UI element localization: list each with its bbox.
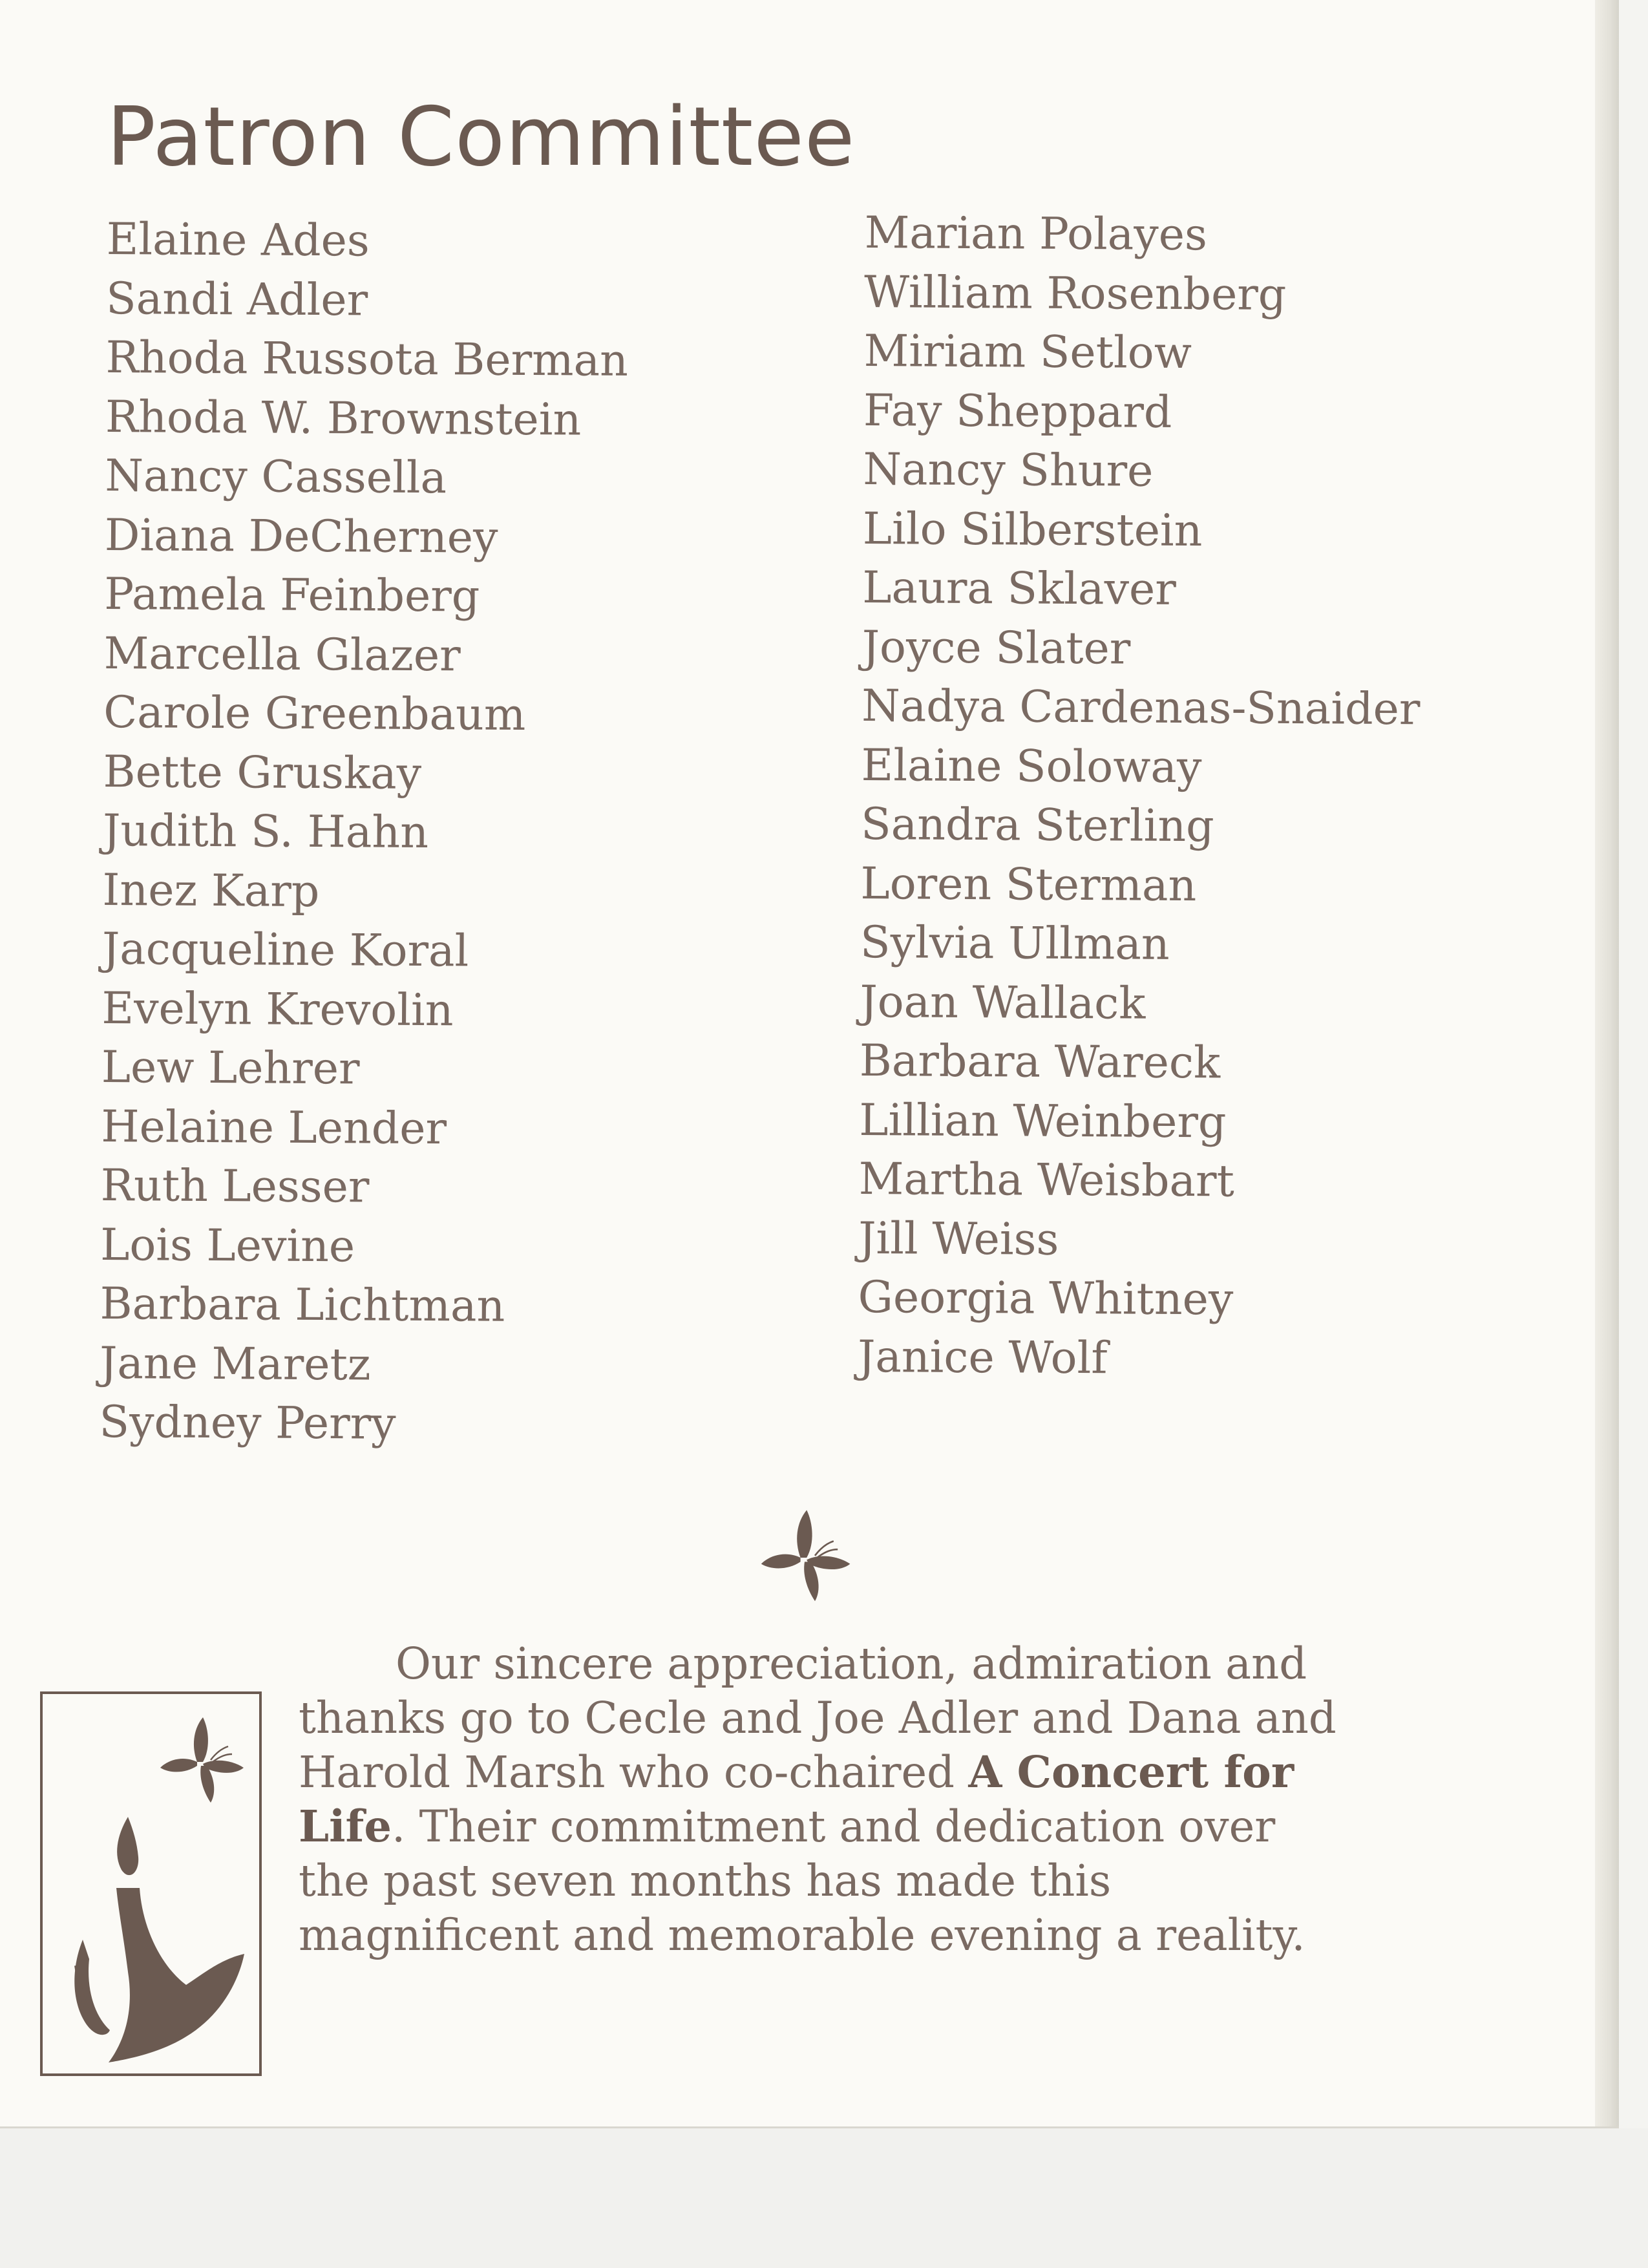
patron-name: Nadya Cardenas-Snaider bbox=[861, 680, 1421, 736]
patron-name: Barbara Wareck bbox=[859, 1035, 1221, 1089]
patron-name: Jill Weiss bbox=[858, 1213, 1059, 1266]
appreciation-text: . Their commitment and dedication over bbox=[392, 1801, 1276, 1852]
patron-name: Lillian Weinberg bbox=[859, 1094, 1227, 1148]
appreciation-line: Our sincere appreciation, admiration and bbox=[396, 1638, 1307, 1689]
patron-list-right bbox=[858, 204, 1423, 1390]
appreciation-line bbox=[299, 1799, 1527, 1854]
patron-name: Judith S. Hahn bbox=[102, 805, 429, 859]
patron-name: Lew Lehrer bbox=[101, 1041, 360, 1095]
patron-name: Joan Wallack bbox=[860, 976, 1146, 1030]
patron-name: Sylvia Ullman bbox=[860, 917, 1170, 970]
patron-name: William Rosenberg bbox=[863, 266, 1287, 321]
patron-name: Pamela Feinberg bbox=[104, 568, 480, 622]
patron-name: Lois Levine bbox=[100, 1219, 355, 1272]
patron-name: Jane Maretz bbox=[99, 1337, 371, 1391]
patron-name: Marian Polayes bbox=[864, 207, 1208, 261]
patron-name: Sandi Adler bbox=[105, 273, 368, 326]
patron-list-left bbox=[99, 210, 629, 1455]
butterfly-icon bbox=[753, 1506, 856, 1609]
patron-name: Lilo Silberstein bbox=[862, 503, 1203, 556]
patron-name: Jacqueline Koral bbox=[101, 923, 469, 977]
concert-title: Life bbox=[299, 1801, 392, 1852]
patron-name: Barbara Lichtman bbox=[100, 1278, 505, 1332]
patron-name: Elaine Ades bbox=[106, 213, 370, 267]
patron-name: Nancy Shure bbox=[863, 443, 1154, 497]
patron-name: Nancy Cassella bbox=[105, 450, 447, 504]
patron-name: Laura Sklaver bbox=[862, 562, 1177, 615]
concert-title: A Concert for bbox=[968, 1746, 1294, 1797]
patron-name: Carole Greenbaum bbox=[103, 686, 526, 741]
patron-name: Inez Karp bbox=[102, 864, 320, 917]
page-title: Patron Committee bbox=[107, 89, 856, 184]
patron-name: Diana DeCherney bbox=[104, 509, 498, 564]
butterfly-icon bbox=[153, 1713, 249, 1810]
page-spine-shadow bbox=[1595, 0, 1619, 2126]
patron-name: Bette Gruskay bbox=[103, 746, 422, 800]
appreciation-line: magnificent and memorable evening a reality. bbox=[299, 1910, 1305, 1960]
patron-name: Joyce Slater bbox=[861, 621, 1131, 675]
patron-name: Loren Sterman bbox=[860, 858, 1197, 911]
patron-name: Miriam Setlow bbox=[863, 325, 1192, 379]
patron-name: Rhoda W. Brownstein bbox=[105, 391, 582, 445]
patron-name: Evelyn Krevolin bbox=[101, 982, 454, 1036]
patron-name: Elaine Soloway bbox=[861, 739, 1202, 793]
patron-name: Fay Sheppard bbox=[863, 385, 1172, 438]
appreciation-line: thanks go to Cecle and Joe Adler and Dana and bbox=[299, 1693, 1336, 1743]
appreciation-line bbox=[299, 1745, 1527, 1799]
patron-name: Janice Wolf bbox=[857, 1331, 1108, 1384]
patron-name: Martha Weisbart bbox=[858, 1153, 1235, 1207]
patron-name: Rhoda Russota Berman bbox=[105, 332, 629, 387]
patron-name: Ruth Lesser bbox=[100, 1160, 370, 1213]
scan-margin bbox=[0, 2128, 1648, 2268]
patron-name: Helaine Lender bbox=[101, 1101, 447, 1154]
butterfly-candle-logo bbox=[40, 1691, 262, 2076]
appreciation-text: Harold Marsh who co-chaired bbox=[299, 1747, 969, 1797]
appreciation-paragraph bbox=[299, 1637, 1527, 1962]
patron-name: Sydney Perry bbox=[99, 1396, 396, 1450]
appreciation-line: the past seven months has made this bbox=[299, 1856, 1112, 1906]
patron-name: Marcella Glazer bbox=[103, 628, 461, 681]
patron-name: Sandra Sterling bbox=[860, 798, 1214, 853]
patron-name: Georgia Whitney bbox=[858, 1271, 1234, 1326]
candle-flame-icon bbox=[57, 1810, 257, 2069]
